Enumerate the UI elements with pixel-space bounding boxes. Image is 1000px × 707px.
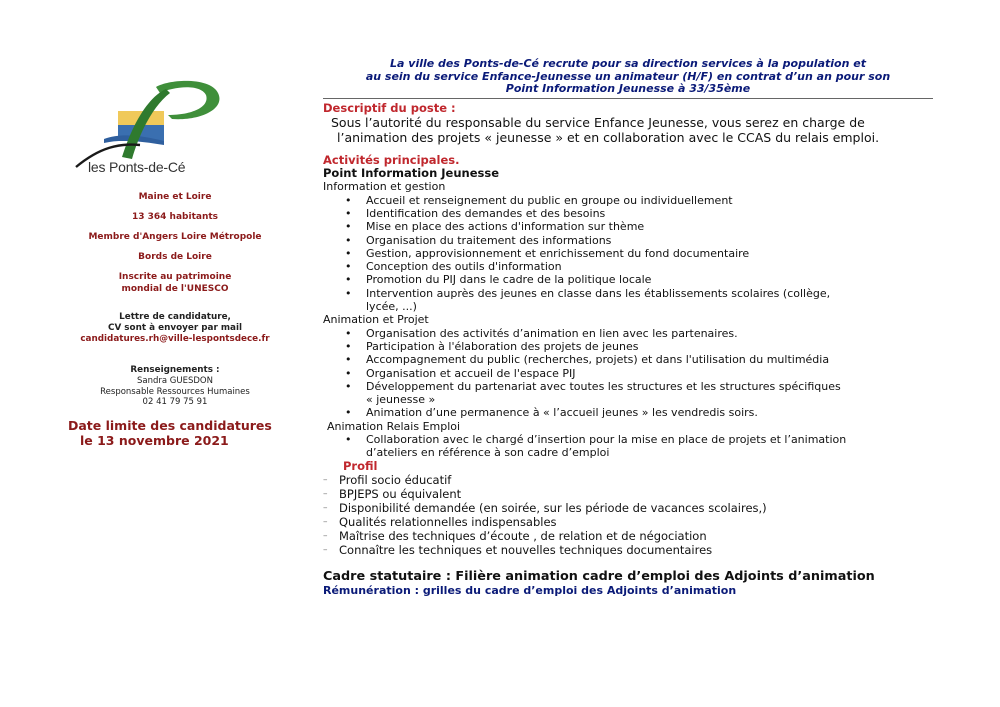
list-item: • Gestion, approvisionnement et enrichissement du fond documentaire — [355, 247, 933, 260]
deadline-line-1: Date limite des candidatures — [68, 417, 272, 433]
contact-phone: 02 41 79 75 91 — [142, 397, 208, 407]
list-item: – Connaître les techniques et nouvelles techniques documentaires — [323, 543, 933, 557]
list-item: • Organisation des activités d’animation en lien avec les partenaires. — [355, 327, 933, 340]
list-item: – Profil socio éducatif — [323, 473, 933, 487]
activites-section — [323, 154, 933, 460]
descriptif-line-2: l’animation des projets « jeunesse » et en collaboration avec le CCAS du relais emploi. — [337, 129, 880, 145]
posting-header — [323, 58, 933, 99]
list-item: • Organisation et accueil de l'espace PIJ — [355, 367, 933, 380]
list-item: • Promotion du PIJ dans le cadre de la politique locale — [355, 273, 933, 286]
profil-title: Profil — [343, 458, 378, 473]
info-gestion-title: Information et gestion — [323, 180, 446, 194]
list-item: • Développement du partenariat avec toutes les structures et les structures spécifiques — [355, 380, 933, 393]
list-item: • Conception des outils d'information — [355, 260, 933, 273]
list-item: • Identification des demandes et des besoins — [355, 207, 933, 220]
contact-name: Sandra GUESDON — [137, 376, 213, 386]
animation-projet-title: Animation et Projet — [323, 313, 429, 327]
unesco-line-1: Inscrite au patrimoine — [118, 272, 232, 282]
list-item: • Intervention auprès des jeunes en classe dans les établissements scolaires (collège, — [355, 287, 933, 300]
header-line-1: La ville des Ponts-de-Cé recrute pour sa direction services à la population et — [390, 57, 866, 70]
list-item: • Accompagnement du public (recherches, projets) et dans l'utilisation du multimédia — [355, 353, 933, 366]
relais-emploi-list — [323, 433, 933, 446]
region-text: Maine et Loire — [138, 192, 212, 202]
list-item: – Disponibilité demandée (en soirée, sur les période de vacances scolaires,) — [323, 501, 933, 515]
header-line-3: Point Information Jeunesse à 33/35ème — [505, 82, 751, 95]
list-item: – Maîtrise des techniques d’écoute , de relation et de négociation — [323, 529, 933, 543]
list-item-continuation: lycée, ...) — [366, 300, 417, 314]
city-logo — [60, 75, 290, 185]
list-item: – BPJEPS ou équivalent — [323, 487, 933, 501]
unesco-line-2: mondial de l'UNESCO — [121, 284, 229, 294]
animation-projet-list-end — [323, 406, 933, 419]
application-line-2: CV sont à envoyer par mail — [107, 323, 242, 333]
list-item-continuation: « jeunesse » — [366, 393, 436, 407]
info-heading: Renseignements : — [130, 365, 220, 375]
activites-title: Activités principales. — [323, 152, 460, 167]
job-posting — [323, 58, 933, 597]
application-line-1: Lettre de candidature, — [119, 312, 231, 322]
application-email-link[interactable]: candidatures.rh@ville-lespontsdece.fr — [80, 334, 270, 344]
deadline — [60, 418, 290, 448]
list-item: • Mise en place des actions d'information sur thème — [355, 220, 933, 233]
descriptif-title: Descriptif du poste : — [323, 100, 456, 115]
contact-role: Responsable Ressources Humaines — [100, 386, 250, 397]
pij-title: Point Information Jeunesse — [323, 166, 500, 181]
membership-text: Membre d'Angers Loire Métropole — [88, 232, 262, 242]
list-item: • Animation d’une permanence à « l’accueil jeunes » les vendredis soirs. — [355, 406, 933, 419]
descriptif-line-1: Sous l’autorité du responsable du service Enfance Jeunesse, vous serez en charge de — [331, 114, 865, 130]
header-line-2: au sein du service Enfance-Jeunesse un animateur (H/F) en contrat d’un an pour son — [365, 69, 891, 83]
list-item: • Participation à l'élaboration des projets de jeunes — [355, 340, 933, 353]
list-item: – Qualités relationnelles indispensables — [323, 515, 933, 529]
logo-text: les Ponts-de-Cé — [88, 159, 186, 175]
profil-list — [323, 473, 933, 557]
sidebar — [60, 75, 290, 448]
info-gestion-list — [323, 194, 933, 300]
loire-text: Bords de Loire — [138, 252, 212, 262]
deadline-line-2: le 13 novembre 2021 — [80, 432, 229, 448]
list-item-continuation: d’ateliers en référence à son cadre d’emploi — [366, 446, 610, 460]
remuneration: Rémunération : grilles du cadre d’emploi des Adjoints d’animation — [323, 583, 737, 597]
list-item: • Collaboration avec le chargé d’insertion pour la mise en place de projets et l’animation — [355, 433, 933, 446]
population-text: 13 364 habitants — [131, 212, 219, 222]
animation-projet-list — [323, 327, 933, 393]
list-item: • Organisation du traitement des informations — [355, 234, 933, 247]
cadre-statutaire: Cadre statutaire : Filière animation cadre d’emploi des Adjoints d’animation — [323, 568, 875, 584]
list-item: • Accueil et renseignement du public en groupe ou individuellement — [355, 194, 933, 207]
relais-emploi-title: Animation Relais Emploi — [327, 419, 461, 433]
